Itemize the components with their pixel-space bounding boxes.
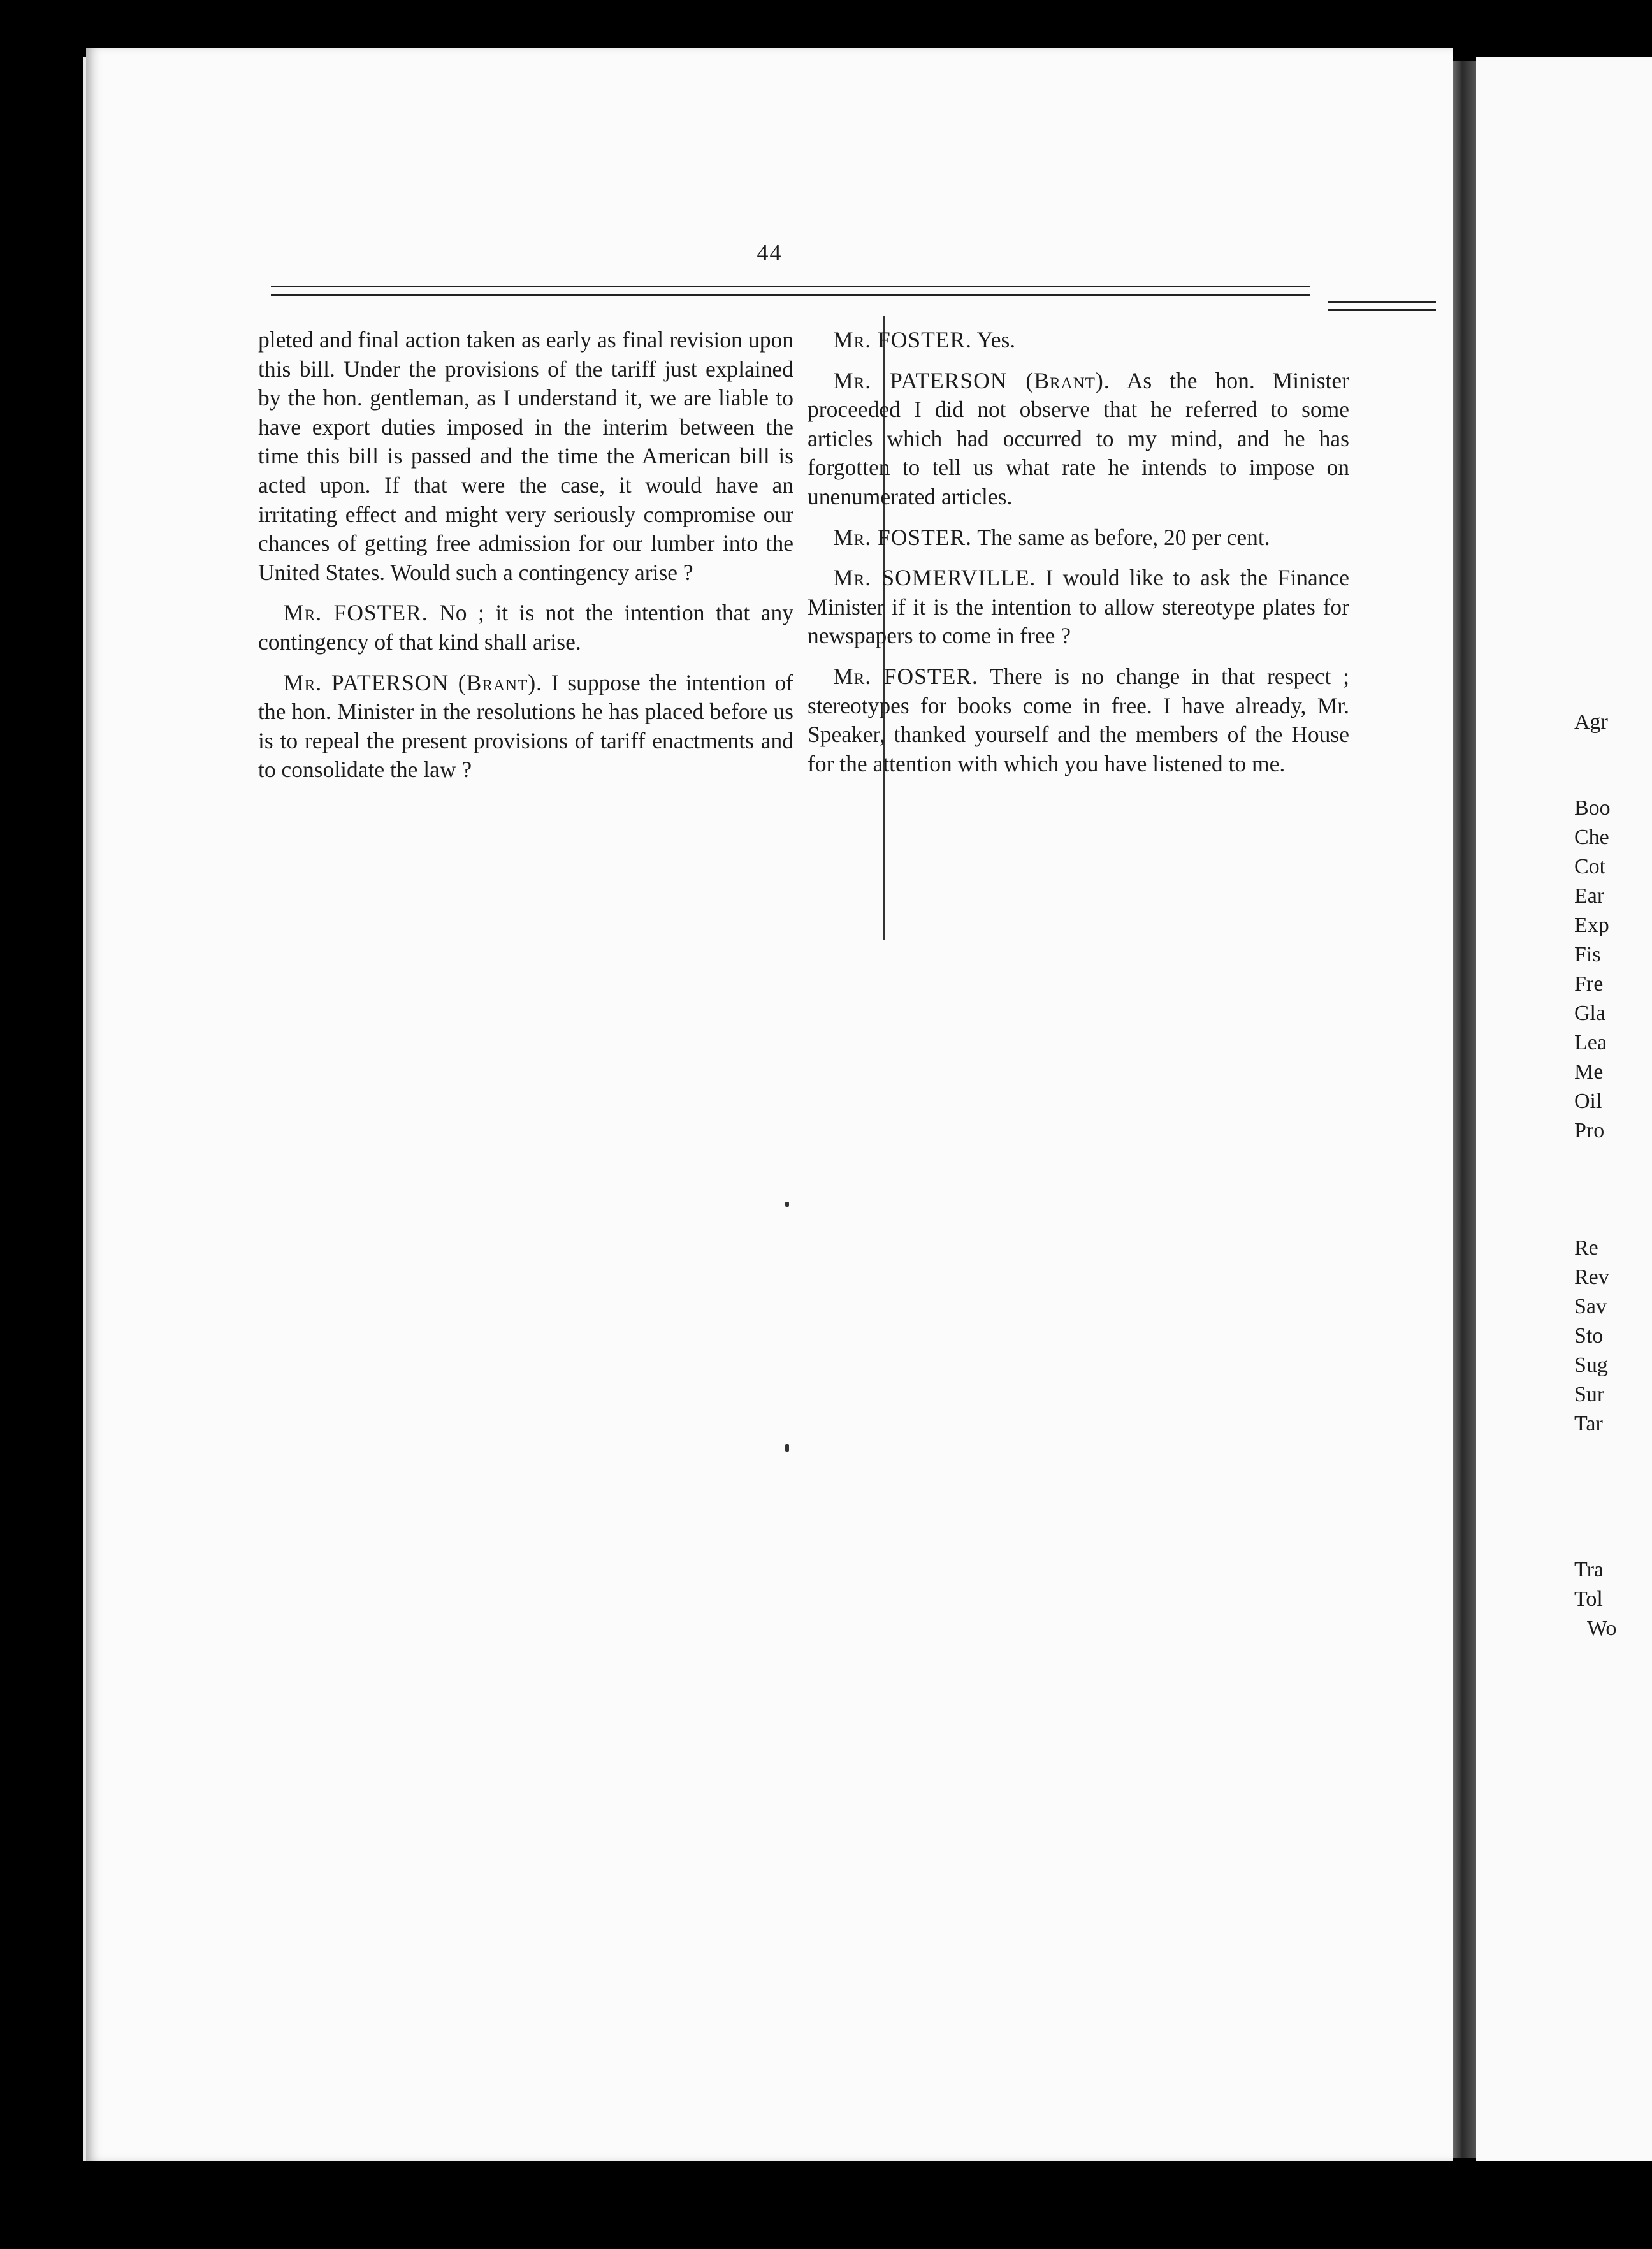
- paragraph: [258, 669, 793, 785]
- paragraph-text: pleted and final action taken as early as final revision upon this bill. Under the provisions of the tariff just explained by the hon. gentleman, as I understand it, we are liable to have export duties imposed in the interim between the time this bill is passed and the time the American bill is acted upon. If that were the case, it would have an irritating effect and might very seriously compromise our chances of getting free admission for our lumber into the United States. Would such a contingency arise ?: [258, 327, 793, 585]
- facing-page-line: Rev: [1574, 1265, 1609, 1289]
- facing-page-line: Tra: [1574, 1558, 1604, 1582]
- page-number: 44: [757, 240, 783, 265]
- scan-speck: [785, 1444, 789, 1452]
- paragraph: [258, 326, 793, 587]
- facing-page-line: Fis: [1574, 943, 1601, 966]
- left-page: [86, 48, 1453, 2161]
- header-rule-left-bottom: [271, 294, 1310, 296]
- facing-page-line: Tar: [1574, 1412, 1603, 1436]
- facing-page-heading: Agr: [1574, 710, 1608, 734]
- facing-page-line: Lea: [1574, 1031, 1607, 1054]
- speaker-name: Mr. FOSTER.: [833, 524, 973, 550]
- speaker-name: Mr. FOSTER.: [284, 600, 428, 626]
- paragraph-text: There is no change in that respect ; stereotypes for books come in free. I have already, Mr. Speaker, thanked yourself and the members of the House for the attention with which you have listened to me.: [808, 663, 1349, 776]
- facing-page-line: Re: [1574, 1236, 1598, 1260]
- paragraph: [808, 662, 1349, 778]
- facing-page-line: Ear: [1574, 884, 1605, 908]
- facing-page-line: Boo: [1574, 796, 1611, 820]
- facing-page-line: Cot: [1574, 855, 1606, 878]
- paragraph-text: I suppose the intention of the hon. Minister in the resolutions he has placed before us is to repeal the present provisions of tariff enactments and to consolidate the law ?: [258, 669, 794, 783]
- book-gutter: [1453, 61, 1476, 2158]
- facing-page-line: Oil: [1574, 1089, 1602, 1113]
- facing-page-line: Sav: [1574, 1295, 1607, 1318]
- paragraph: [808, 367, 1349, 512]
- paragraph: [808, 523, 1349, 553]
- paragraph-text: Yes.: [976, 327, 1016, 353]
- paragraph-text: The same as before, 20 per cent.: [977, 524, 1270, 550]
- facing-page-line: Fre: [1574, 972, 1604, 996]
- header-rule-right: [1328, 301, 1436, 303]
- scan-speck: [785, 1202, 789, 1207]
- left-column: [258, 326, 793, 796]
- speaker-name: Mr. SOMERVILLE.: [833, 565, 1036, 591]
- facing-page-line: Che: [1574, 826, 1609, 849]
- facing-page-line: Tol: [1574, 1587, 1603, 1611]
- facing-page-line: Sug: [1574, 1353, 1608, 1377]
- paragraph-text: No ; it is not the intention that any contingency of that kind shall arise.: [258, 600, 793, 655]
- paragraph: [258, 599, 793, 657]
- facing-page-line: Sto: [1574, 1324, 1604, 1348]
- facing-page-line: Me: [1574, 1060, 1604, 1084]
- speaker-name: Mr. FOSTER.: [833, 327, 973, 353]
- paragraph: [808, 326, 1349, 355]
- right-column: [808, 326, 1349, 790]
- facing-page-line: Pro: [1574, 1119, 1605, 1142]
- paragraph-text: I would like to ask the Finance Minister if it is the intention to allow stereotype plates for newspapers to come in free ?: [808, 565, 1349, 649]
- speaker-name: Mr. FOSTER.: [833, 663, 978, 689]
- speaker-name: Mr. PATERSON (Brant).: [833, 367, 1110, 393]
- facing-page-line: Gla: [1574, 1001, 1606, 1025]
- facing-page-line: Wo: [1587, 1617, 1617, 1640]
- facing-page-line: Exp: [1574, 913, 1609, 937]
- header-rule-left: [271, 286, 1310, 287]
- paragraph-text: As the hon. Minister proceeded I did not observe that he referred to some articles which had occurred to my mind, and he has forgotten to tell us what rate he intends to impose on unenumerated articles.: [808, 367, 1350, 509]
- facing-page-text: [1574, 0, 1652, 2249]
- header-rule-right-bottom: [1328, 309, 1436, 311]
- paragraph: [808, 564, 1349, 651]
- facing-page-line: Sur: [1574, 1383, 1605, 1406]
- speaker-name: Mr. PATERSON (Brant).: [284, 669, 543, 695]
